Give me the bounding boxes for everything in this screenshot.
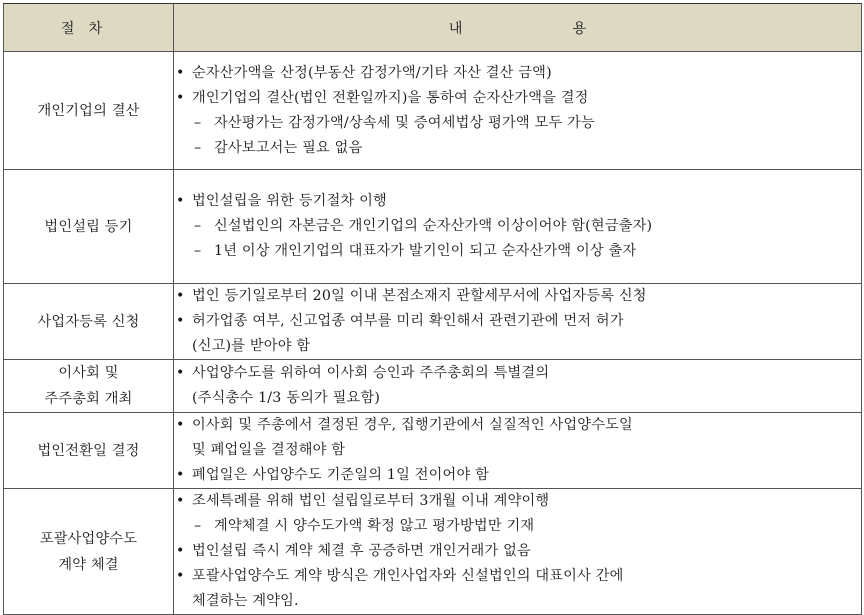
dash-icon: –	[194, 139, 202, 156]
line-text: (신고)를 받아야 함	[192, 338, 311, 354]
content-cell	[174, 489, 862, 615]
line-text: 법인설립 즉시 계약 체결 후 공증하면 개인거래가 없음	[192, 543, 531, 559]
step-cell	[4, 284, 174, 360]
header-content-label: 내용	[448, 20, 697, 37]
line-text: 폐업일은 사업양수도 기준일의 1일 전이어야 함	[192, 467, 489, 483]
content-cell	[174, 284, 862, 360]
step-label: 사업자등록 신청	[37, 313, 140, 330]
dash-icon: –	[194, 518, 202, 534]
dash-icon: –	[194, 114, 202, 131]
step-cell	[4, 170, 174, 284]
bullet-item	[174, 564, 861, 589]
table-row	[4, 52, 862, 170]
table-row	[4, 489, 862, 615]
sub-item	[174, 136, 861, 161]
line-text: 자산평가는 감정가액/상속세 및 증여세법상 평가액 모두 가능	[214, 114, 595, 131]
bullet-item	[174, 284, 861, 309]
line-text: 신설법인의 자본금은 개인기업의 순자산가액 이상이어야 함(현금출자)	[214, 218, 653, 234]
line-text: 법인 등기일로부터 20일 이내 본점소재지 관할세무서에 사업자등록 신청	[192, 288, 647, 304]
line-text: 및 폐업일을 결정해야 함	[192, 442, 346, 458]
step-cell	[4, 52, 174, 170]
bullet-item	[174, 86, 861, 111]
content-cell	[174, 52, 862, 170]
line-text: 계약체결 시 양수도가액 확정 않고 평가방법만 기재	[214, 518, 535, 534]
bullet-icon: •	[176, 417, 185, 433]
step-label-line: 계약 체결	[58, 556, 119, 573]
line-text: 개인기업의 결산(법인 전환일까지)을 통하여 순자산가액을 결정	[192, 89, 589, 106]
table-row	[4, 170, 862, 284]
table-row	[4, 413, 862, 489]
step-label-line: 포괄사업양수도	[39, 530, 138, 547]
line-text: 법인설립을 위한 등기절차 이행	[192, 193, 387, 209]
bullet-icon: •	[176, 288, 185, 304]
bullet-item	[174, 413, 861, 438]
step-label: 법인전환일 결정	[37, 442, 140, 459]
bullet-item	[174, 309, 861, 334]
bullet-icon: •	[176, 64, 185, 81]
line-text: 포괄사업양수도 계약 방식은 개인사업자와 신설법인의 대표이사 간에	[192, 568, 624, 584]
bullet-icon: •	[176, 89, 185, 106]
bullet-item	[174, 489, 861, 514]
line-text: 조세특례를 위해 법인 설립일로부터 3개월 이내 계약이행	[192, 493, 550, 509]
header-procedure-label: 절차	[60, 20, 117, 37]
line-text: 허가업종 여부, 신고업종 여부를 미리 확인해서 관련기관에 먼저 허가	[192, 313, 624, 329]
table-row	[4, 284, 862, 360]
bullet-item	[174, 361, 861, 386]
step-label: 법인설립 등기	[44, 218, 133, 235]
continuation-line	[174, 589, 861, 614]
sub-item	[174, 214, 861, 239]
continuation-line	[174, 438, 861, 463]
bullet-icon: •	[176, 568, 185, 584]
procedure-table	[3, 3, 862, 615]
bullet-icon: •	[176, 313, 185, 329]
bullet-icon: •	[176, 543, 185, 559]
line-text: 사업양수도를 위하여 이사회 승인과 주주총회의 특별결의	[192, 365, 550, 381]
step-cell	[4, 489, 174, 615]
line-text: 1년 이상 개인기업의 대표자가 발기인이 되고 순자산가액 이상 출자	[214, 243, 637, 259]
sub-item	[174, 239, 861, 264]
sub-item	[174, 111, 861, 136]
sub-item	[174, 514, 861, 539]
step-label: 개인기업의 결산	[37, 102, 140, 119]
line-text: 이사회 및 주총에서 결정된 경우, 집행기관에서 실질적인 사업양수도일	[192, 417, 633, 433]
step-label-line: 이사회 및	[58, 365, 119, 381]
content-cell	[174, 413, 862, 489]
dash-icon: –	[194, 243, 202, 259]
step-cell	[4, 413, 174, 489]
line-text: (주식총수 1/3 동의가 필요함)	[192, 390, 381, 406]
line-text: 감사보고서는 필요 없음	[214, 139, 363, 156]
header-content	[174, 4, 862, 52]
line-text: 체결하는 계약임.	[192, 593, 299, 609]
header-procedure	[4, 4, 174, 52]
bullet-item	[174, 189, 861, 214]
step-cell	[4, 360, 174, 413]
bullet-icon: •	[176, 365, 185, 381]
bullet-item	[174, 539, 861, 564]
bullet-icon: •	[176, 493, 185, 509]
continuation-line	[174, 386, 861, 411]
step-label-line: 주주총회 개최	[44, 391, 133, 407]
table-row	[4, 360, 862, 413]
table-header-row	[4, 4, 862, 52]
content-cell	[174, 360, 862, 413]
bullet-item	[174, 463, 861, 488]
content-cell	[174, 170, 862, 284]
dash-icon: –	[194, 218, 202, 234]
line-text: 순자산가액을 산정(부동산 감정가액/기타 자산 결산 금액)	[192, 64, 552, 81]
bullet-icon: •	[176, 193, 185, 209]
bullet-icon: •	[176, 467, 185, 483]
continuation-line	[174, 334, 861, 359]
bullet-item	[174, 61, 861, 86]
